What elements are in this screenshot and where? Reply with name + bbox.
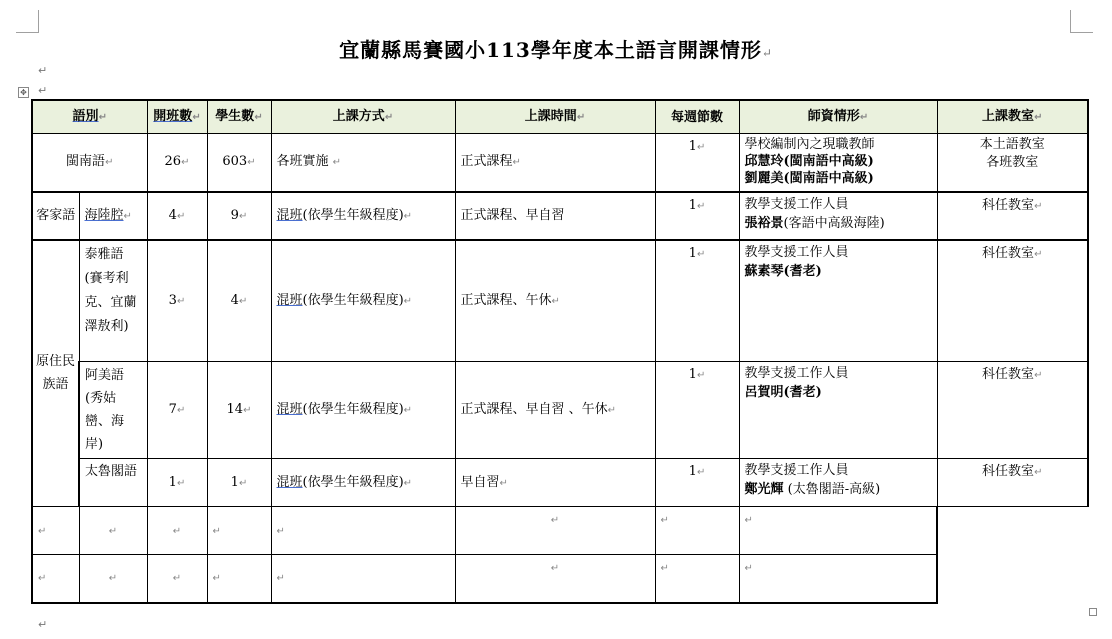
cell-empty[interactable]: ↵ (655, 555, 739, 603)
paragraph-mark: ↵ (761, 46, 773, 60)
cell-dialect: 阿美語(秀姑巒、海岸) (79, 362, 147, 459)
cell-method: 混班(依學生年級程度)↵ (271, 459, 455, 507)
cell-teacher: 學校編制內之現職教師 邱慧玲(閩南語中高級) 劉麗美(閩南語中高級) (739, 134, 937, 192)
cell-room: 本土語教室 各班教室 (937, 134, 1088, 192)
header-method: 上課方式↵ (271, 100, 455, 134)
cell-method: 混班(依學生年級程度)↵ (271, 240, 455, 362)
cell-dialect: 海陸腔↵ (79, 192, 147, 240)
cell-empty[interactable]: ↵ (455, 555, 655, 603)
cell-method: 各班實施 ↵ (271, 134, 455, 192)
cell-classes: 1↵ (147, 459, 207, 507)
cell-students: 603↵ (207, 134, 271, 192)
header-classes: 開班數↵ (147, 100, 207, 134)
cell-weekly: 1↵ (655, 240, 739, 362)
table-resize-handle-icon[interactable] (1089, 608, 1097, 616)
cell-empty[interactable]: ↵ (32, 507, 79, 555)
cell-students: 4↵ (207, 240, 271, 362)
cell-dialect: 泰雅語(賽考利克、宜蘭澤敖利) (79, 240, 147, 362)
table-move-handle-icon[interactable]: ✥ (18, 87, 29, 98)
cell-empty[interactable]: ↵ (739, 507, 937, 555)
cell-room: 科任教室↵ (937, 459, 1088, 507)
cell-time: 正式課程、午休↵ (455, 240, 655, 362)
table-row (32, 134, 1088, 192)
document-title (0, 34, 1112, 63)
cell-weekly: 1↵ (655, 459, 739, 507)
page-corner-top-right (1070, 10, 1093, 33)
table-row-empty (32, 555, 1088, 603)
cell-group-hakka: 客家語 (32, 192, 79, 240)
cell-group-indigenous: 原住民族語 (32, 240, 79, 507)
cell-empty[interactable]: ↵ (79, 507, 147, 555)
cell-empty[interactable]: ↵ (271, 555, 455, 603)
cell-empty[interactable]: ↵ (147, 507, 207, 555)
page-corner-top-left (16, 10, 39, 33)
paragraph-mark: ↵ (38, 84, 48, 97)
cell-room: 科任教室↵ (937, 240, 1088, 362)
cell-weekly: 1↵ (655, 362, 739, 459)
cell-empty[interactable]: ↵ (207, 507, 271, 555)
cell-empty[interactable]: ↵ (455, 507, 655, 555)
table-row (32, 362, 1088, 459)
cell-time: 正式課程↵ (455, 134, 655, 192)
course-table (31, 99, 1089, 604)
cell-time: 早自習↵ (455, 459, 655, 507)
title-text: 宜蘭縣馬賽國小113學年度本土語言開課情形 (339, 38, 762, 62)
cell-teacher: 教學支援工作人員 張裕景(客語中高級海陸) (739, 192, 937, 240)
cell-empty[interactable]: ↵ (32, 555, 79, 603)
cell-teacher: 教學支援工作人員 呂賀明(耆老) (739, 362, 937, 459)
header-teacher: 師資情形↵ (739, 100, 937, 134)
cell-students: 9↵ (207, 192, 271, 240)
table-row (32, 459, 1088, 507)
cell-empty[interactable]: ↵ (655, 507, 739, 555)
cell-classes: 7↵ (147, 362, 207, 459)
cell-empty[interactable]: ↵ (739, 555, 937, 603)
table-row (32, 192, 1088, 240)
cell-empty[interactable]: ↵ (271, 507, 455, 555)
paragraph-mark: ↵ (38, 64, 48, 77)
table-row (32, 240, 1088, 362)
cell-room: 科任教室↵ (937, 362, 1088, 459)
cell-dialect: 太魯閣語 (79, 459, 147, 507)
cell-method: 混班(依學生年級程度)↵ (271, 362, 455, 459)
paragraph-mark: ↵ (38, 618, 48, 631)
cell-time: 正式課程、早自習 、午休↵ (455, 362, 655, 459)
cell-teacher: 教學支援工作人員 蘇素琴(耆老) (739, 240, 937, 362)
cell-room: 科任教室↵ (937, 192, 1088, 240)
cell-weekly: 1↵ (655, 134, 739, 192)
table-row-empty (32, 507, 1088, 555)
cell-weekly: 1↵ (655, 192, 739, 240)
cell-students: 14↵ (207, 362, 271, 459)
header-room: 上課教室↵ (937, 100, 1088, 134)
cell-classes: 26↵ (147, 134, 207, 192)
table-header-row (32, 100, 1088, 134)
cell-classes: 4↵ (147, 192, 207, 240)
header-language: 語別↵ (32, 100, 147, 134)
cell-teacher: 教學支援工作人員 鄭光輝 (太魯閣語-高級) (739, 459, 937, 507)
cell-method: 混班(依學生年級程度)↵ (271, 192, 455, 240)
cell-students: 1↵ (207, 459, 271, 507)
cell-empty[interactable]: ↵ (79, 555, 147, 603)
cell-empty[interactable]: ↵ (207, 555, 271, 603)
cell-classes: 3↵ (147, 240, 207, 362)
cell-time: 正式課程、早自習 (455, 192, 655, 240)
header-students: 學生數↵ (207, 100, 271, 134)
header-time: 上課時間↵ (455, 100, 655, 134)
header-weekly: 每週節數 (655, 100, 739, 134)
cell-language: 閩南語↵ (32, 134, 147, 192)
cell-empty[interactable]: ↵ (147, 555, 207, 603)
